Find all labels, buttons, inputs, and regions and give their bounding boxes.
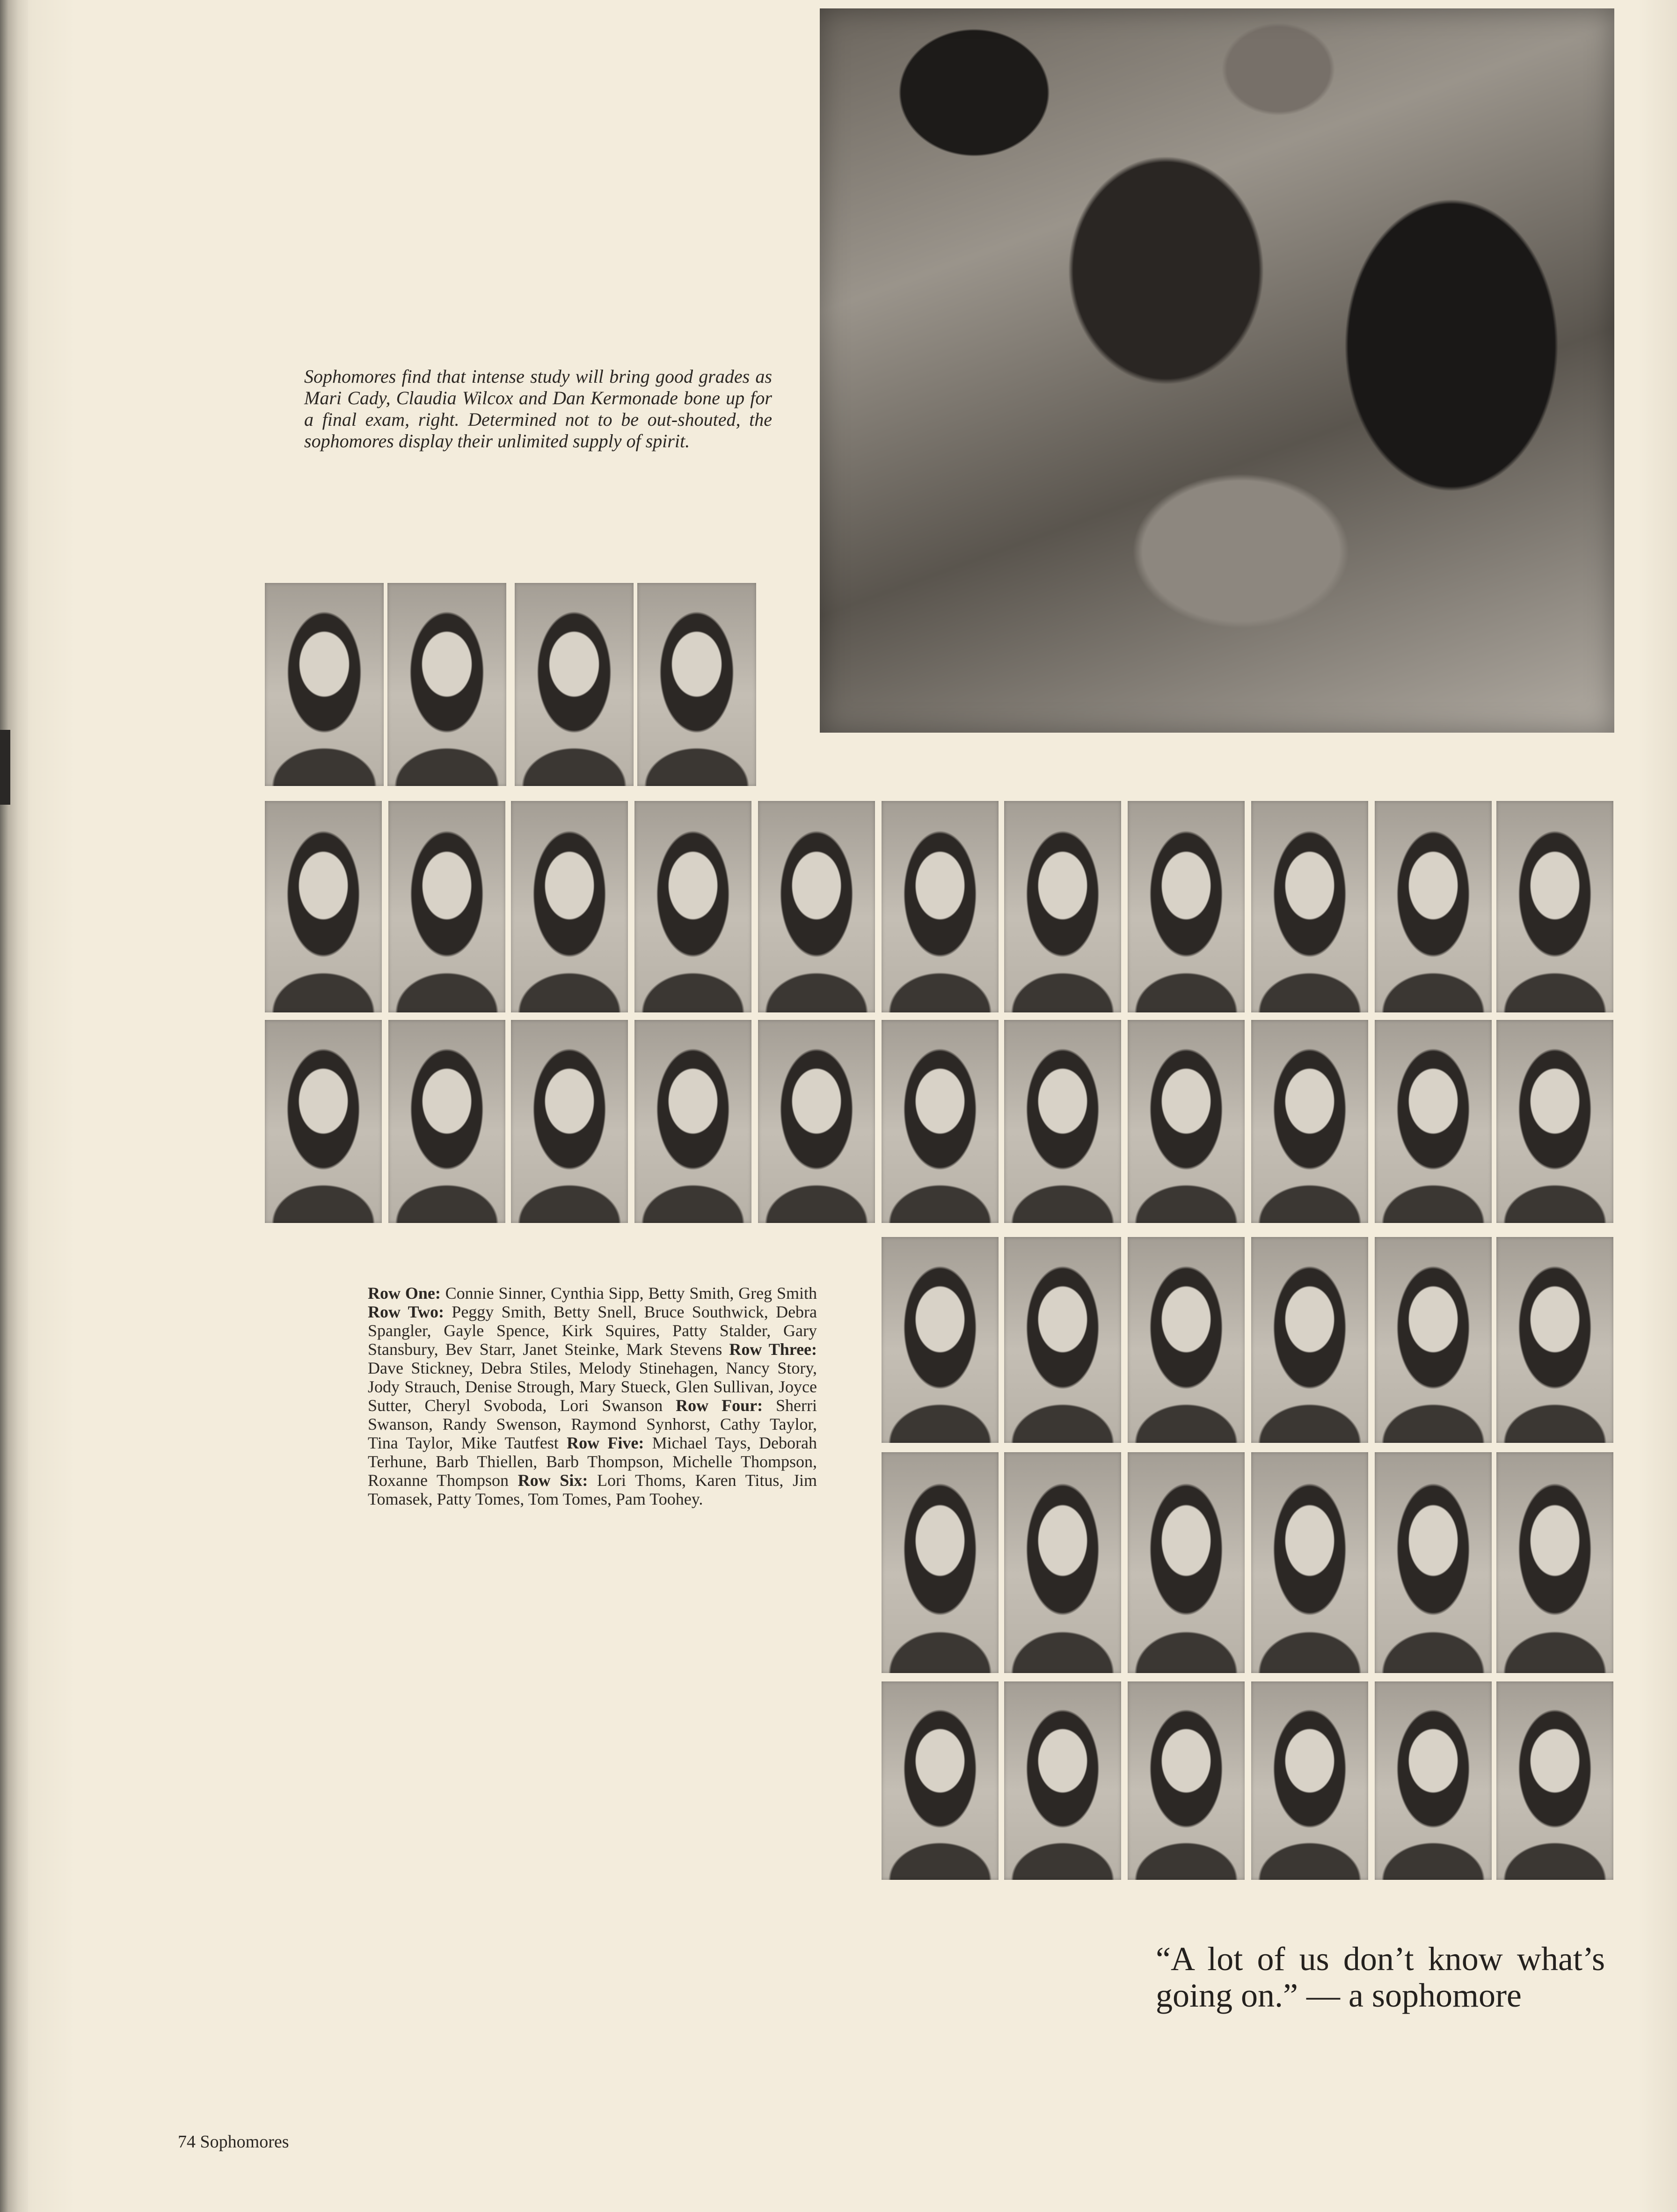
page-folio: 74 Sophomores — [178, 2132, 289, 2152]
portrait-row2-5 — [758, 801, 875, 1012]
row-label: Row Five: — [567, 1433, 644, 1452]
portrait-row6-5 — [1375, 1681, 1492, 1880]
portrait-row2-6 — [882, 801, 999, 1012]
pull-quote: “A lot of us don’t know what’s going on.” — a sophomore — [1156, 1940, 1605, 2014]
portrait-row5-5 — [1375, 1452, 1492, 1673]
portrait-row6-4 — [1251, 1681, 1368, 1880]
portrait-row3-11 — [1496, 1020, 1613, 1223]
row-names: Lori Thoms, Karen Titus, Jim Tomasek, Patty Tomes, Tom Tomes, Pam Toohey. — [368, 1471, 817, 1508]
row-label: Row Three: — [729, 1340, 817, 1359]
row-names: Sherri Swanson, Randy Swenson, Raymond Synhorst, Cathy Taylor, Tina Taylor, Mike Tautfest — [368, 1396, 817, 1452]
portrait-row5-6 — [1496, 1452, 1613, 1673]
portrait-row3-5 — [758, 1020, 875, 1223]
portrait-row1-3 — [515, 583, 634, 786]
book-spine — [0, 0, 28, 2212]
portrait-row5-3 — [1128, 1452, 1245, 1673]
portrait-row4-4 — [1251, 1237, 1368, 1443]
portrait-row6-6 — [1496, 1681, 1613, 1880]
portrait-row1-4 — [637, 583, 756, 786]
portrait-row3-10 — [1375, 1020, 1492, 1223]
classroom-photo — [820, 8, 1614, 733]
portrait-row3-4 — [634, 1020, 751, 1223]
portrait-row2-7 — [1004, 801, 1121, 1012]
portrait-row5-2 — [1004, 1452, 1121, 1673]
portrait-row4-5 — [1375, 1237, 1492, 1443]
portrait-row6-3 — [1128, 1681, 1245, 1880]
portrait-row4-1 — [882, 1237, 999, 1443]
portrait-row3-1 — [265, 1020, 382, 1223]
row-names: Peggy Smith, Betty Snell, Bruce Southwick, Debra Spangler, Gayle Spence, Kirk Squires, Patty Stalder, Gary Stansbury, Bev Starr, Janet Steinke, Mark Stevens — [368, 1302, 817, 1359]
portrait-names-caption — [368, 1284, 817, 1508]
portrait-row3-8 — [1128, 1020, 1245, 1223]
row-label: Row One: — [368, 1284, 441, 1302]
portrait-row1-1 — [265, 583, 384, 786]
portrait-row2-2 — [388, 801, 505, 1012]
portrait-row2-4 — [634, 801, 751, 1012]
row-names: Dave Stickney, Debra Stiles, Melody Stinehagen, Nancy Story, Jody Strauch, Denise Strough, Mary Stueck, Glen Sullivan, Joyce Sutter, Cheryl Svoboda, Lori Swanson — [368, 1359, 817, 1415]
portrait-row2-8 — [1128, 801, 1245, 1012]
portrait-row6-2 — [1004, 1681, 1121, 1880]
portrait-row3-7 — [1004, 1020, 1121, 1223]
portrait-row2-11 — [1496, 801, 1613, 1012]
spine-mark — [0, 730, 10, 805]
row-names: Connie Sinner, Cynthia Sipp, Betty Smith, Greg Smith — [445, 1284, 817, 1302]
row-label: Row Two: — [368, 1302, 444, 1321]
portrait-row5-1 — [882, 1452, 999, 1673]
portrait-row6-1 — [882, 1681, 999, 1880]
portrait-row2-10 — [1375, 801, 1492, 1012]
portrait-row3-6 — [882, 1020, 999, 1223]
portrait-row2-1 — [265, 801, 382, 1012]
portrait-row5-4 — [1251, 1452, 1368, 1673]
portrait-row3-2 — [388, 1020, 505, 1223]
portrait-row2-9 — [1251, 801, 1368, 1012]
portrait-row2-3 — [511, 801, 628, 1012]
row-label: Row Six: — [518, 1471, 588, 1490]
portrait-row3-3 — [511, 1020, 628, 1223]
portrait-row4-2 — [1004, 1237, 1121, 1443]
portrait-row4-6 — [1496, 1237, 1613, 1443]
portrait-row1-2 — [387, 583, 506, 786]
row-label: Row Four: — [676, 1396, 763, 1415]
photo-caption: Sophomores find that intense study will bring good grades as Mari Cady, Claudia Wilcox and Dan Kermonade bone up for a final exam, right. Determined not to be out-shouted, the sophomores display their unlimited supply of spirit. — [304, 366, 772, 451]
portrait-row4-3 — [1128, 1237, 1245, 1443]
portrait-row3-9 — [1251, 1020, 1368, 1223]
row-names: Michael Tays, Deborah Terhune, Barb Thiellen, Barb Thompson, Michelle Thompson, Roxanne Thompson — [368, 1433, 817, 1490]
